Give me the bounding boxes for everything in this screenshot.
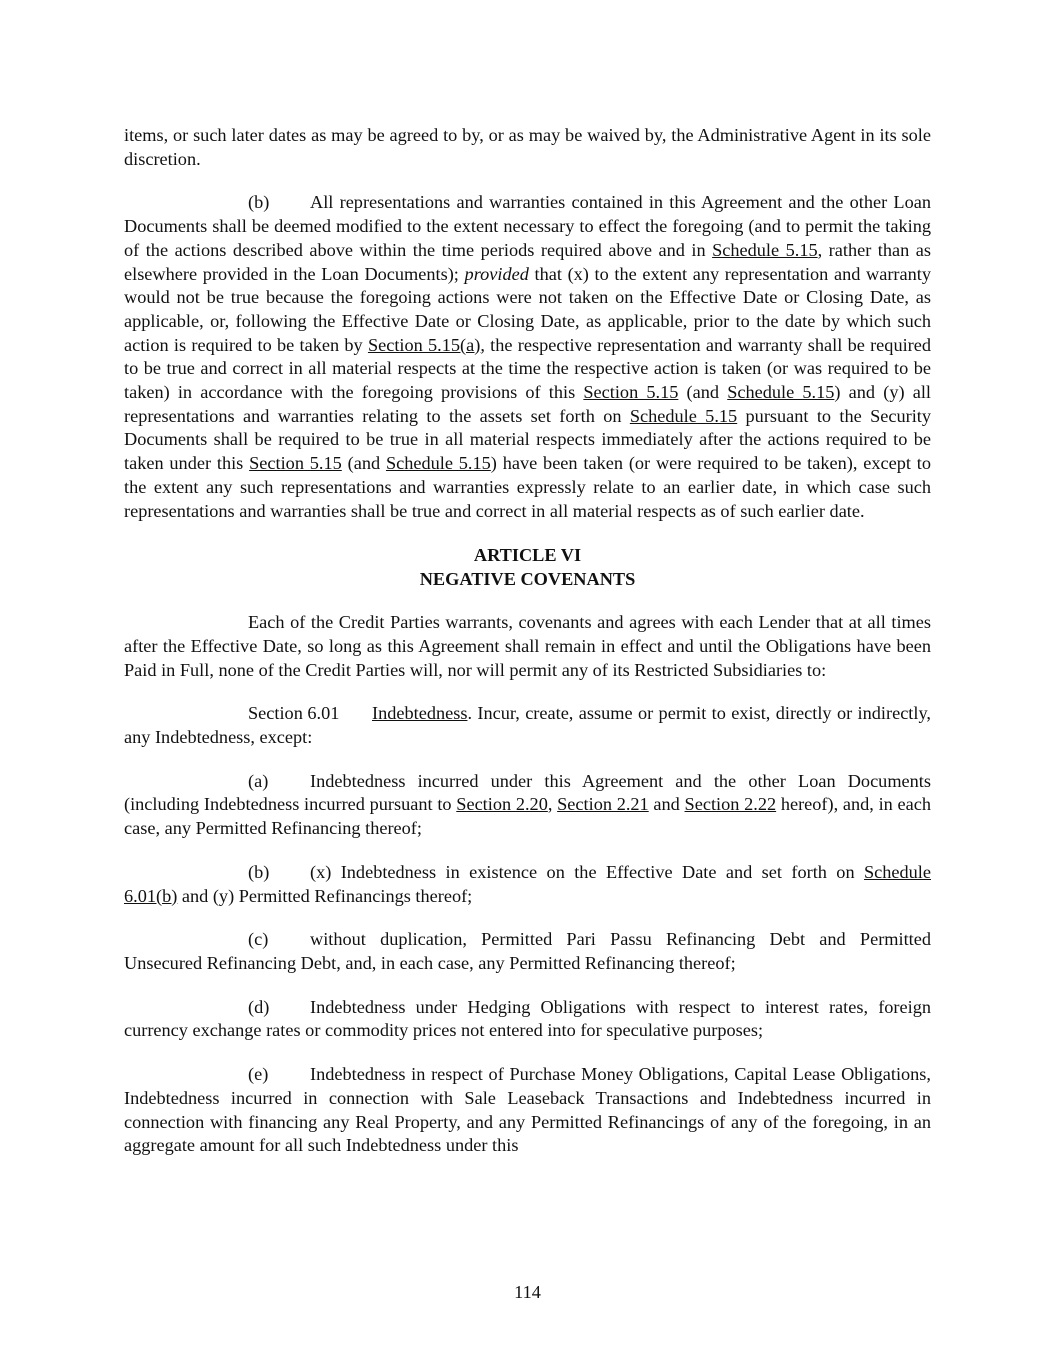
clause-label: (b) [248, 861, 270, 882]
section-6-01: Section 6.01 Indebtedness. Incur, create, assume or permit to exist, directly or indirectly, any Indebtedness, except: [124, 703, 931, 748]
clause-c: (c) without duplication, Permitted Pari Passu Refinancing Debt and Permitted Unsecured Refinancing Debt, and, in each case, any Permitted Refinancing thereof; [124, 929, 931, 973]
clause-label: (a) [248, 770, 269, 791]
paragraph-continuation: items, or such later dates as may be agreed to by, or as may be waived by, the Administrative Agent in its sole discretion. [124, 125, 931, 169]
clause-e: (e) Indebtedness in respect of Purchase Money Obligations, Capital Lease Obligations, Indebtedness incurred in connection with Sale Leaseback Transactions and Indebtedness incurred in connection with financing any Real Property, and any Permitted Refinancings of any of the foregoing, in an aggregate amount for all such Indebtedness under this [124, 1064, 931, 1156]
schedule-ref: Schedule 5.15 [385, 453, 491, 474]
page-number: 114 [514, 1282, 541, 1302]
section-ref: Section 2.22 [684, 794, 777, 815]
schedule-ref: Schedule 5.15 [629, 405, 738, 426]
section-number: Section 6.01 [248, 703, 340, 724]
clause-label: (b) [248, 192, 270, 213]
section-title: Indebtedness [372, 703, 468, 724]
section-ref: Section 5.15(a) [367, 334, 481, 355]
document-page [124, 124, 931, 1178]
schedule-ref: Schedule 5.15 [712, 239, 818, 260]
schedule-ref: Schedule 5.15 [727, 382, 835, 403]
clause-label: (c) [248, 929, 269, 950]
paragraph-b-representations: (b) All representations and warranties contained in this Agreement and the other Loan Documents shall be deemed modified to the extent necessary to effect the foregoing (and to permit the taking of the actions described above within the time periods required above and in Schedule 5.15, rather than as elsewhere provided in the Loan Documents); provided that (x) to the extent any representation and warranty would not be true because the foregoing actions were not taken on the Effective Date or Closing Date, as applicable, or, following the Effective Date or Closing Date, as applicable, prior to the date by which such action is required to be taken by Section 5.15(a), the respective representation and warranty shall be required to be true and correct in all material respects at the time the respective action is taken (or was required to be taken) in accordance with the foregoing provisions of this Section 5.15 (and Schedule 5.15) and (y) all representations and warranties relating to the assets set forth on Schedule 5.15 pursuant to the Security Documents shall be required to be true in all material respects immediately after the actions required to be taken under this Section 5.15 (and Schedule 5.15) have been taken (or were required to be taken), except to the extent any such representations and warranties expressly relate to an earlier date, in which case such representations and warranties shall be true and correct in all material respects as of such earlier date. [124, 192, 932, 521]
article-title: NEGATIVE COVENANTS [419, 569, 636, 590]
provided-term: provided [464, 263, 529, 284]
article-heading [124, 543, 931, 591]
clause-d: (d) Indebtedness under Hedging Obligations with respect to interest rates, foreign currency exchange rates or commodity prices not entered into for speculative purposes; [124, 996, 931, 1041]
clause-a: (a) Indebtedness incurred under this Agreement and the other Loan Documents (including Indebtedness incurred pursuant to Section 2.20, Section 2.21 and Section 2.22 hereof), and, in each case, any Permitted Refinancing thereof; [124, 770, 932, 839]
section-ref: Section 2.20 [456, 794, 548, 815]
section-ref: Section 2.21 [557, 794, 649, 815]
clause-b: (b) (x) Indebtedness in existence on the Effective Date and set forth on Schedule 6.01(b) and (y) Permitted Refinancings thereof; [124, 861, 931, 906]
article-intro: Each of the Credit Parties warrants, covenants and agrees with each Lender that at all times after the Effective Date, so long as this Agreement shall remain in effect and until the Obligations have been Paid in Full, none of the Credit Parties will, nor will permit any of its Restricted Subsidiaries to: [124, 612, 931, 680]
section-ref: Section 5.15 [583, 382, 679, 403]
clause-label: (d) [248, 996, 270, 1017]
article-number: ARTICLE VI [473, 545, 582, 566]
schedule-ref: Schedule 6.01(b) [124, 861, 931, 906]
section-ref: Section 5.15 [249, 453, 342, 474]
clause-label: (e) [248, 1064, 269, 1085]
